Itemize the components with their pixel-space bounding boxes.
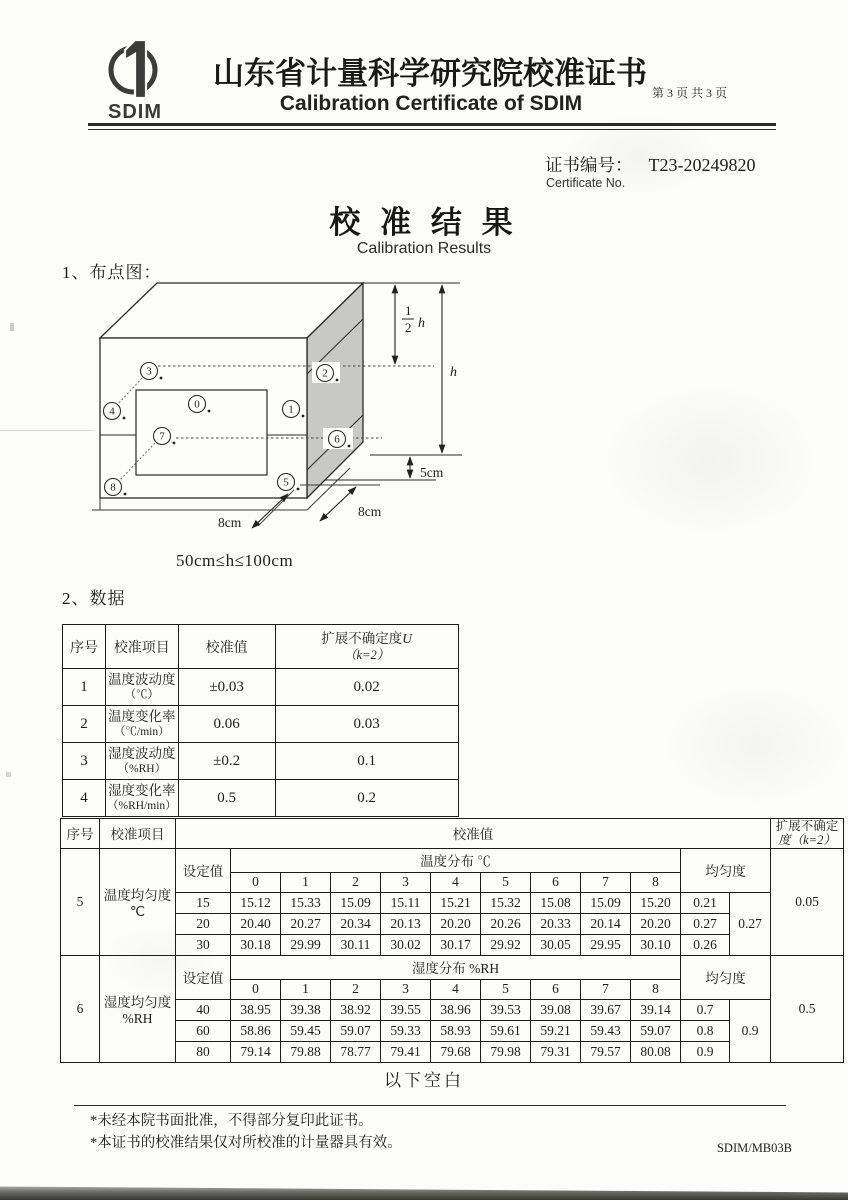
- point-3-dot: [160, 377, 163, 380]
- point-1: 1: [288, 403, 294, 416]
- point-value-cell: 20.20: [631, 913, 681, 934]
- point-col: 6: [531, 872, 581, 892]
- dim-8cm-left: [218, 494, 288, 530]
- item-cell: [106, 706, 179, 743]
- setpoint-cell: 80: [176, 1041, 231, 1062]
- certificate-title-en: Calibration Certificate of SDIM: [279, 92, 583, 115]
- point-value-cell: 20.13: [381, 913, 431, 934]
- point-value-cell: 15.21: [431, 892, 481, 913]
- point-value-cell: 39.53: [481, 999, 531, 1020]
- point-2-dot: [336, 379, 339, 382]
- point-value-cell: 59.07: [631, 1020, 681, 1041]
- item-name: 温度波动度: [108, 671, 176, 687]
- section-layout-heading: 1、布点图：: [62, 263, 162, 282]
- blank-below-note: 以下空白: [384, 1071, 464, 1090]
- point-value-cell: 58.93: [431, 1020, 481, 1041]
- item-cell: [106, 669, 179, 706]
- table-row: [63, 780, 459, 817]
- certificate-title-zh: 山东省计量科学研究院校准证书: [213, 56, 647, 91]
- point-value-cell: 59.07: [331, 1020, 381, 1041]
- point-6-dot: [348, 445, 351, 448]
- sdim-logo-icon: [102, 38, 168, 100]
- item-name: 湿度变化率: [108, 782, 176, 798]
- 5cm-label: 5cm: [420, 465, 444, 480]
- uniformity-cell: 0.27: [681, 913, 730, 934]
- point-value-cell: 79.31: [531, 1041, 581, 1062]
- scan-speck: [10, 323, 14, 331]
- item-unit: （%RH）: [117, 762, 167, 775]
- item-unit: ℃: [129, 903, 146, 919]
- value-cell: 0.06: [178, 706, 275, 743]
- uniformity-header: 均匀度: [681, 848, 771, 892]
- section-data-heading: 2、数据: [62, 589, 126, 608]
- point-col: 8: [631, 872, 681, 892]
- uncertainty-cell: 0.02: [275, 669, 458, 706]
- dim-half-h: [395, 285, 425, 364]
- item-name: 温度均匀度: [103, 887, 172, 903]
- certificate-number: [545, 152, 756, 177]
- layout-diagram: [80, 274, 550, 576]
- table-row: [63, 706, 459, 743]
- data-row: [61, 892, 844, 913]
- summary-table: [62, 624, 459, 817]
- point-col: 4: [431, 872, 481, 892]
- footer-note-1: *未经本院书面批准，不得部分复印此证书。: [90, 1113, 373, 1129]
- block-subheader-row: [61, 848, 844, 872]
- point-value-cell: 29.99: [281, 934, 331, 955]
- block-subheader-row: [61, 955, 844, 979]
- certificate-number-label-en: Certificate No.: [546, 176, 626, 190]
- point-value-cell: 20.26: [481, 913, 531, 934]
- uncertainty-cell: 0.5: [771, 955, 844, 1062]
- item-unit: （%RH/min）: [107, 799, 177, 812]
- point-value-cell: 20.14: [581, 913, 631, 934]
- point-value-cell: 79.68: [431, 1041, 481, 1062]
- scan-speck: [6, 772, 11, 777]
- half-h-denominator: 2: [405, 320, 412, 335]
- point-col: 8: [631, 979, 681, 999]
- 8cm-left-label: 8cm: [218, 515, 242, 530]
- point-value-cell: 79.98: [481, 1041, 531, 1062]
- item-cell: [106, 743, 179, 780]
- data-row: [61, 913, 844, 934]
- index-cell: 1: [63, 669, 106, 706]
- setpoint-cell: 15: [176, 892, 231, 913]
- value-cell: 0.5: [178, 780, 275, 817]
- point-3: 3: [146, 365, 152, 378]
- point-value-cell: 80.08: [631, 1041, 681, 1062]
- diagram-caption: 50cm≤h≤100cm: [176, 551, 294, 570]
- item-name: 湿度波动度: [108, 745, 176, 761]
- point-value-cell: 30.10: [631, 934, 681, 955]
- header-uncertainty: [275, 625, 458, 669]
- footer-rule: [74, 1105, 786, 1106]
- h-label: h: [450, 365, 457, 380]
- point-value-cell: 38.95: [231, 999, 281, 1020]
- half-h-label: h: [418, 316, 425, 331]
- point-value-cell: 79.88: [281, 1041, 331, 1062]
- table-header-row: [63, 625, 459, 669]
- point-col: 5: [481, 979, 531, 999]
- uncertainty-line2: 度（k=2）: [778, 833, 836, 848]
- point-value-cell: 30.17: [431, 934, 481, 955]
- box-front-face: [100, 338, 307, 498]
- setpoint-header: 设定值: [176, 955, 231, 999]
- uniformity-cell: 0.7: [681, 999, 730, 1020]
- header-rule: [88, 123, 776, 130]
- point-7: 7: [159, 430, 165, 443]
- point-5-dot: [297, 488, 300, 491]
- point-col: 2: [331, 872, 381, 892]
- point-value-cell: 39.55: [381, 999, 431, 1020]
- uncertainty-cell: 0.2: [275, 780, 458, 817]
- item-unit: （℃/min）: [114, 725, 170, 738]
- logo-text: SDIM: [108, 101, 162, 123]
- data-row: [61, 1041, 844, 1062]
- point-col: 6: [531, 979, 581, 999]
- scan-smudge: [600, 380, 820, 540]
- point-value-cell: 59.45: [281, 1020, 331, 1041]
- point-value-cell: 58.86: [231, 1020, 281, 1041]
- point-col: 7: [581, 979, 631, 999]
- item-cell: [106, 780, 179, 817]
- point-col: 0: [231, 872, 281, 892]
- point-8-dot: [124, 493, 127, 496]
- point-value-cell: 39.08: [531, 999, 581, 1020]
- results-title-zh: 校 准 结 果: [329, 205, 519, 240]
- uncertainty-u: U: [402, 630, 413, 646]
- header-no: 序号: [63, 625, 106, 669]
- point-value-cell: 30.02: [381, 934, 431, 955]
- item-name: 湿度均匀度: [103, 994, 172, 1010]
- point-col: 0: [231, 979, 281, 999]
- point-7-dot: [173, 442, 176, 445]
- point-value-cell: 15.09: [581, 892, 631, 913]
- uniformity-cell: 0.21: [681, 892, 730, 913]
- uncertainty-k: （k=2）: [344, 648, 390, 663]
- point-value-cell: 15.09: [331, 892, 381, 913]
- point-value-cell: 78.77: [331, 1041, 381, 1062]
- uniformity-cell: 0.26: [681, 934, 730, 955]
- point-col: 2: [331, 979, 381, 999]
- point-value-cell: 29.92: [481, 934, 531, 955]
- item-cell: [100, 848, 176, 955]
- point-value-cell: 59.21: [531, 1020, 581, 1041]
- point-value-cell: 15.20: [631, 892, 681, 913]
- index-cell: 4: [63, 780, 106, 817]
- point-4: 4: [109, 405, 115, 418]
- point-value-cell: 30.05: [531, 934, 581, 955]
- header-no: 序号: [61, 819, 100, 849]
- header-value: 校准值: [176, 819, 771, 849]
- point-value-cell: 59.33: [381, 1020, 431, 1041]
- point-6: 6: [334, 433, 340, 446]
- distribution-header: 湿度分布 %RH: [231, 955, 681, 979]
- point-value-cell: 15.11: [381, 892, 431, 913]
- dim-h: [442, 285, 457, 453]
- point-value-cell: 79.14: [231, 1041, 281, 1062]
- point-col: 1: [281, 872, 331, 892]
- point-col: 4: [431, 979, 481, 999]
- index-cell: 3: [63, 743, 106, 780]
- table-row: [63, 669, 459, 706]
- setpoint-header: 设定值: [176, 848, 231, 892]
- point-value-cell: 20.33: [531, 913, 581, 934]
- point-value-cell: 59.43: [581, 1020, 631, 1041]
- point-value-cell: 20.34: [331, 913, 381, 934]
- item-cell: [100, 955, 176, 1062]
- point-value-cell: 39.14: [631, 999, 681, 1020]
- point-2: 2: [322, 367, 328, 380]
- index-cell: 5: [61, 848, 100, 955]
- uncertainty-text: 扩展不确定度: [321, 630, 403, 646]
- header-uncertainty: [771, 819, 844, 849]
- point-value-cell: 15.12: [231, 892, 281, 913]
- uniformity-table: [60, 818, 844, 1063]
- certificate-number-value: T23-20249820: [648, 155, 756, 175]
- point-value-cell: 59.61: [481, 1020, 531, 1041]
- point-value-cell: 30.11: [331, 934, 381, 955]
- uncertainty-cell: 0.05: [771, 848, 844, 955]
- page-info: 第 3 页 共 3 页: [652, 86, 728, 100]
- index-cell: 2: [63, 706, 106, 743]
- point-0: 0: [194, 398, 200, 411]
- table-header-row: [61, 819, 844, 849]
- point-value-cell: 20.20: [431, 913, 481, 934]
- setpoint-cell: 40: [176, 999, 231, 1020]
- overall-uniformity-cell: 0.27: [730, 892, 771, 955]
- sdim-logo: [94, 38, 176, 124]
- item-unit: %RH: [122, 1010, 153, 1026]
- dim-8cm-right: [320, 487, 382, 521]
- point-value-cell: 29.95: [581, 934, 631, 955]
- uncertainty-cell: 0.1: [275, 743, 458, 780]
- half-h-numerator: 1: [405, 303, 412, 318]
- point-value-cell: 79.41: [381, 1041, 431, 1062]
- point-8: 8: [110, 481, 116, 494]
- point-5: 5: [283, 476, 289, 489]
- uncertainty-cell: 0.03: [275, 706, 458, 743]
- point-value-cell: 30.18: [231, 934, 281, 955]
- data-row: [61, 999, 844, 1020]
- point-0-dot: [208, 410, 211, 413]
- point-value-cell: 15.33: [281, 892, 331, 913]
- setpoint-cell: 30: [176, 934, 231, 955]
- data-row: [61, 1020, 844, 1041]
- header-item: 校准项目: [106, 625, 179, 669]
- header-item: 校准项目: [100, 819, 176, 849]
- point-value-cell: 15.32: [481, 892, 531, 913]
- uncertainty-line1: 扩展不确定: [775, 819, 839, 833]
- point-value-cell: 39.67: [581, 999, 631, 1020]
- scan-page-edge: [0, 1185, 848, 1200]
- data-row: [61, 934, 844, 955]
- form-code: SDIM/MB03B: [716, 1141, 792, 1155]
- header-value: 校准值: [178, 625, 275, 669]
- table-row: [63, 743, 459, 780]
- scan-smudge: [660, 680, 848, 810]
- point-4-dot: [123, 417, 126, 420]
- overall-uniformity-cell: 0.9: [730, 999, 771, 1062]
- point-col: 3: [381, 979, 431, 999]
- distribution-header: 温度分布 ℃: [231, 848, 681, 872]
- value-cell: ±0.2: [178, 743, 275, 780]
- point-value-cell: 15.08: [531, 892, 581, 913]
- uniformity-cell: 0.8: [681, 1020, 730, 1041]
- point-1-dot: [302, 415, 305, 418]
- point-value-cell: 79.57: [581, 1041, 631, 1062]
- point-value-cell: 38.92: [331, 999, 381, 1020]
- uniformity-cell: 0.9: [681, 1041, 730, 1062]
- uniformity-header: 均匀度: [681, 955, 771, 999]
- point-value-cell: 20.27: [281, 913, 331, 934]
- 8cm-right-label: 8cm: [358, 504, 382, 519]
- point-col: 5: [481, 872, 531, 892]
- point-col: 1: [281, 979, 331, 999]
- index-cell: 6: [61, 955, 100, 1062]
- point-value-cell: 20.40: [231, 913, 281, 934]
- results-title-en: Calibration Results: [356, 240, 492, 257]
- point-col: 7: [581, 872, 631, 892]
- dim-5cm: [410, 457, 444, 480]
- point-value-cell: 39.38: [281, 999, 331, 1020]
- item-name: 温度变化率: [108, 708, 176, 724]
- setpoint-cell: 60: [176, 1020, 231, 1041]
- point-value-cell: 38.96: [431, 999, 481, 1020]
- value-cell: ±0.03: [178, 669, 275, 706]
- setpoint-cell: 20: [176, 913, 231, 934]
- point-col: 3: [381, 872, 431, 892]
- certificate-number-label: 证书编号：: [545, 155, 633, 175]
- footer-note-2: *本证书的校准结果仅对所校准的计量器具有效。: [90, 1134, 402, 1151]
- item-unit: （℃）: [124, 688, 160, 701]
